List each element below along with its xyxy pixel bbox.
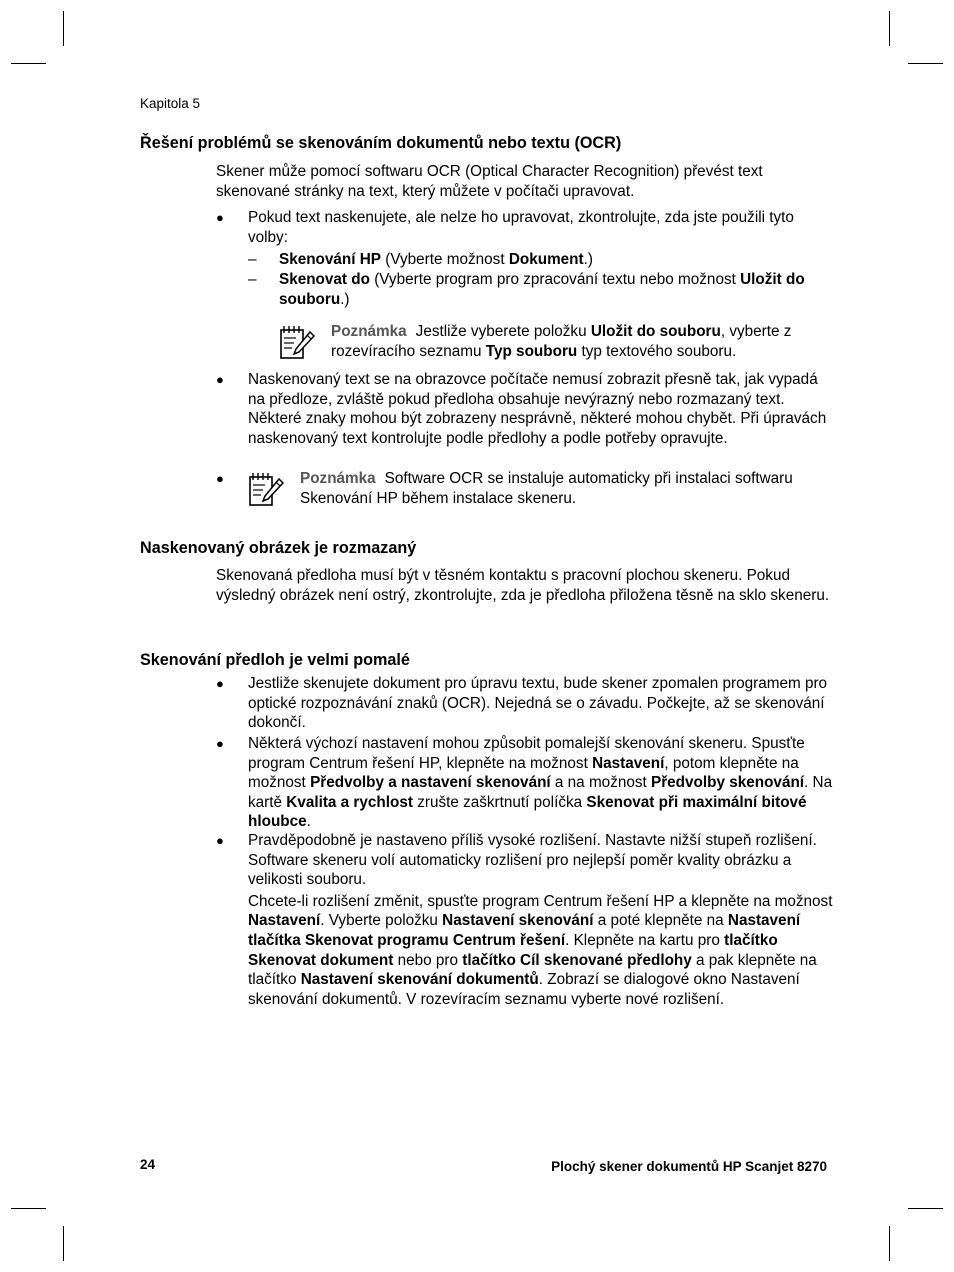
- list-item-text: Některá výchozí nastavení mohou způsobit pomalejší skenování skeneru. Spusťte program Centrum řešení HP, klepněte na možnost Nastavení, potom klepněte na možnost Předvolby a nastavení skenování a na možnost Předvolby skenování. Na kartě Kvalita a rychlost zrušte zaškrtnutí políčka Skenovat při maximální bitové hloubce.: [248, 735, 833, 831]
- crop-mark: [889, 1226, 890, 1261]
- crop-mark: [63, 11, 64, 46]
- section-title-ocr: Řešení problémů se skenováním dokumentů nebo textu (OCR): [140, 134, 622, 152]
- list-item: [216, 674, 836, 733]
- note-box: [248, 469, 818, 508]
- bullet-glyph: ●: [216, 833, 224, 848]
- note-box: [279, 322, 809, 361]
- dash-item: [248, 250, 838, 270]
- section-title-slow: Skenování předloh je velmi pomalé: [140, 651, 410, 669]
- crop-mark: [63, 1226, 64, 1261]
- crop-mark: [908, 1208, 943, 1209]
- note-text: Poznámka Software OCR se instaluje automaticky při instalaci softwaru Skenování HP během instalace skeneru.: [300, 470, 793, 507]
- list-item: [216, 370, 836, 448]
- bullet-glyph: ●: [216, 736, 224, 751]
- list-item-text: Pravděpodobně je nastaveno příliš vysoké rozlišení. Nastavte nižší stupeň rozlišení. Software skeneru volí automaticky rozlišení pro nejlepší poměr kvality obrázku a velikosti souboru.: [248, 832, 817, 889]
- page-number: 24: [140, 1157, 156, 1172]
- note-pencil-icon: [279, 324, 315, 360]
- bullet-glyph: ●: [216, 676, 224, 691]
- ocr-intro: Skener může pomocí softwaru OCR (Optical Character Recognition) převést text skenované stránky na text, který můžete v počítači upravovat.: [216, 163, 763, 200]
- dash-item: [248, 270, 838, 309]
- list-item-text: Chcete-li rozlišení změnit, spusťte program Centrum řešení HP a klepněte na možnost Nastavení. Vyberte položku Nastavení skenování a poté klepněte na Nastavení tlačítka Skenovat programu Centrum řešení. Klepněte na kartu pro tlačítko Skenovat dokument nebo pro tlačítko Cíl skenované předlohy a pak klepněte na tlačítko Nastavení skenování dokumentů. Zobrazí se dialogové okno Nastavení skenování dokumentů. V rozevíracím seznamu vyberte nové rozlišení.: [248, 892, 833, 1008]
- crop-mark: [889, 11, 890, 46]
- crop-mark: [11, 63, 46, 64]
- note-text: Poznámka Jestliže vyberete položku Uložit do souboru, vyberte z rozevíracího seznamu Typ souboru typ textového souboru.: [331, 323, 792, 360]
- bullet-glyph: ●: [216, 372, 224, 387]
- footer-product-name: Plochý skener dokumentů HP Scanjet 8270: [551, 1159, 827, 1174]
- dash-item-text: Skenování HP (Vyberte možnost Dokument.): [279, 251, 593, 268]
- list-item-text: Naskenovaný text se na obrazovce počítače nemusí zobrazit přesně tak, jak vypadá na předloze, zvláště pokud předloha obsahuje nevýrazný nebo rozmazaný text. Některé znaky mohou být zobrazeny nesprávně, některé mohou chybět. Při úpravách naskenovaný text kontrolujte podle předlohy a podle potřeby opravujte.: [248, 371, 827, 447]
- blurry-text: Skenovaná předloha musí být v těsném kontaktu s pracovní plochou skeneru. Pokud výsledný obrázek není ostrý, zkontrolujte, zda je předloha přiložena těsně na sklo skeneru.: [216, 567, 830, 604]
- dash-glyph: –: [248, 271, 257, 288]
- crop-mark: [11, 1208, 46, 1209]
- chapter-label: Kapitola 5: [140, 96, 201, 111]
- list-item: [216, 734, 836, 832]
- dash-item-text: Skenovat do (Vyberte program pro zpracování textu nebo možnost Uložit do souboru.): [279, 271, 805, 308]
- bullet-glyph: ●: [216, 471, 224, 486]
- list-item-text: Pokud text naskenujete, ale nelze ho upravovat, zkontrolujte, zda jste použili tyto volby:: [248, 209, 794, 246]
- list-item: [216, 208, 836, 247]
- list-item-text: Jestliže skenujete dokument pro úpravu textu, bude skener zpomalen programem pro optické rozpoznávání znaků (OCR). Nejedná se o závadu. Počkejte, až se skenování dokončí.: [248, 675, 828, 732]
- note-pencil-icon: [248, 471, 284, 507]
- dash-glyph: –: [248, 251, 257, 268]
- section-title-blurry: Naskenovaný obrázek je rozmazaný: [140, 539, 417, 557]
- bullet-glyph: ●: [216, 210, 224, 225]
- crop-mark: [908, 63, 943, 64]
- list-item: [216, 831, 836, 1009]
